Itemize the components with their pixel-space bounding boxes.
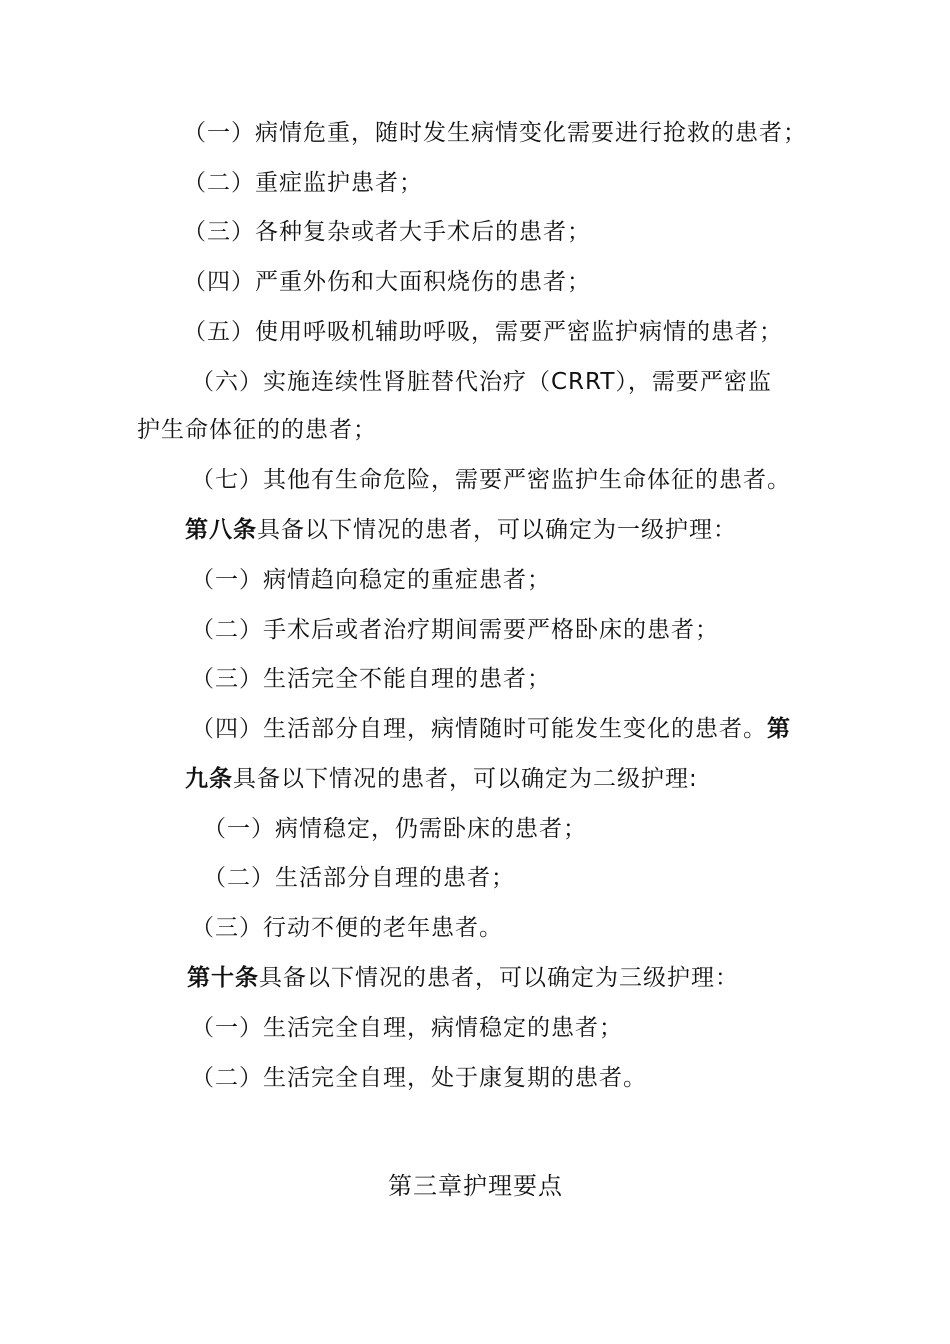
special-care-item-2: （二）重症监护患者； [183, 170, 423, 196]
chapter-heading: 第三章护理要点 [388, 1172, 563, 1200]
article-8-line [185, 515, 737, 545]
special-care-item-6: （六）实施连续性肾脏替代治疗（CRRT），需要严密监 [191, 369, 772, 395]
level3-item-2: （二）生活完全自理，处于康复期的患者。 [191, 1065, 647, 1091]
article-10-line [187, 963, 739, 993]
special-care-item-7: （七）其他有生命危险，需要严密监护生命体征的患者。 [191, 467, 791, 493]
article-9-text: 具备以下情况的患者，可以确定为二级护理: [233, 766, 698, 792]
level1-item-4: （四）生活部分自理，病情随时可能发生变化的患者。 [191, 716, 767, 742]
article-9-title-end: 九条 [185, 766, 233, 792]
article-10-title: 第十条 [187, 965, 259, 991]
level2-item-2: （二）生活部分自理的患者； [203, 865, 515, 891]
level1-item-4-line [191, 714, 791, 744]
level1-item-1: （一）病情趋向稳定的重症患者； [191, 567, 551, 593]
level2-item-3: （三）行动不便的老年患者。 [191, 915, 503, 941]
special-care-item-4: （四）严重外伤和大面积烧伤的患者； [183, 269, 591, 295]
article-8-text: 具备以下情况的患者，可以确定为一级护理： [257, 517, 737, 543]
special-care-item-5: （五）使用呼吸机辅助呼吸，需要严密监护病情的患者； [183, 319, 783, 345]
level1-item-2: （二）手术后或者治疗期间需要严格卧床的患者； [191, 617, 719, 643]
level3-item-1: （一）生活完全自理，病情稳定的患者； [191, 1015, 623, 1041]
article-9-title-start: 第 [767, 716, 791, 742]
article-9-line [185, 764, 698, 794]
article-10-text: 具备以下情况的患者，可以确定为三级护理： [259, 965, 739, 991]
level1-item-3: （三）生活完全不能自理的患者； [191, 666, 551, 692]
article-8-title: 第八条 [185, 517, 257, 543]
special-care-item-3: （三）各种复杂或者大手术后的患者； [183, 219, 591, 245]
special-care-item-1: （一）病情危重，随时发生病情变化需要进行抢救的患者； [183, 120, 807, 146]
special-care-item-6-continued: 护生命体征的的患者； [137, 417, 377, 443]
level2-item-1: （一）病情稳定，仍需卧床的患者； [203, 816, 587, 842]
